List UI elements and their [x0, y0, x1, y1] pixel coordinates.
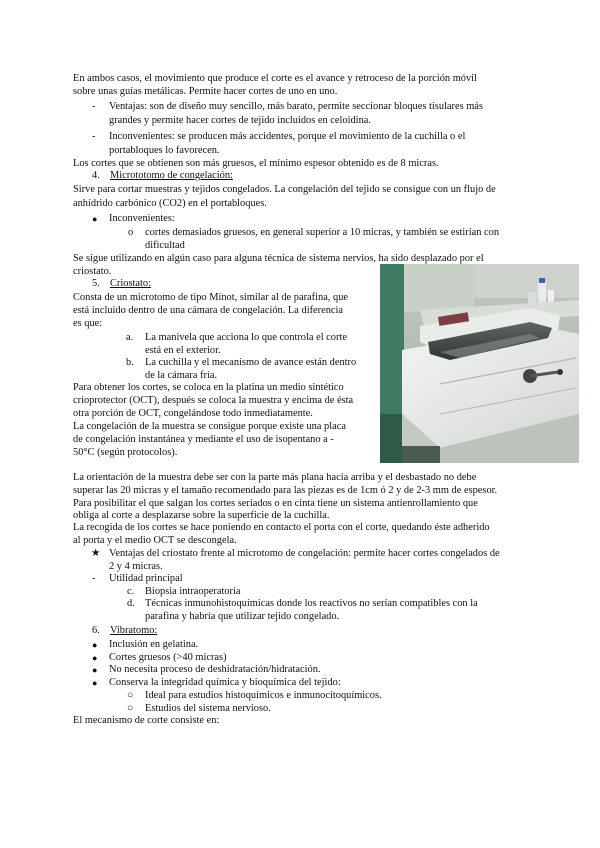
paragraph-line: El mecanismo de corte consiste en: [73, 715, 220, 726]
letter-marker: d. [127, 598, 135, 609]
list-item-line: Biopsia intraoperatoria [145, 586, 241, 597]
section-heading: Vibratomo: [110, 625, 158, 636]
list-item-line: Técnicas inmunohistoquímicas donde los reactivos no serían compatibles con la [145, 598, 478, 609]
list-item-line: 2 y 4 micras. [109, 561, 163, 572]
dash-marker: - [92, 131, 96, 142]
section-number: 6. [92, 625, 100, 636]
list-item-line: Ideal para estudios histoquímicos e inmunocitoquímicos. [145, 690, 382, 701]
bullet-marker: ● [92, 214, 98, 224]
list-item-line: La manivela que acciona lo que controla el corte [145, 332, 347, 343]
paragraph-line: Sirve para cortar muestras y tejidos congelados. La congelación del tejido se consigue con un flujo de [73, 184, 496, 195]
paragraph-line: es que: [73, 318, 103, 329]
circle-marker: ○ [127, 703, 134, 714]
list-item-line: No necesita proceso de deshidratación/hidratación. [109, 664, 321, 675]
section-number: 4. [92, 170, 100, 181]
star-marker: ★ [91, 548, 101, 559]
cryostat-photo [380, 264, 579, 463]
bullet-marker: ● [92, 653, 98, 663]
bullet-marker: ● [92, 640, 98, 650]
paragraph-line: La congelación de la muestra se consigue porque existe una placa [73, 421, 346, 432]
paragraph-line: anhídrido carbónico (CO2) en el portabloques. [73, 198, 267, 209]
list-item-line: Ventajas: son de diseño muy sencillo, más barato, permite seccionar bloques tisulares más [109, 101, 483, 112]
list-item-line: Cortes gruesos (>40 micras) [109, 652, 227, 663]
paragraph-line: al porta y el medio OCT se descongela. [73, 535, 237, 546]
paragraph-line: crioprotector (OCT), después se coloca la muestra y encima de ésta [73, 395, 354, 406]
list-item-line: Conserva la integridad química y bioquímica del tejido: [109, 677, 341, 688]
section-heading: Micrototomo de congelación: [110, 170, 233, 181]
paragraph-line: La orientación de la muestra debe ser con la parte más plana hacia arriba y el desbastado no debe [73, 472, 477, 483]
dash-marker: - [92, 101, 96, 112]
section-number: 5. [92, 278, 100, 289]
list-item-line: cortes demasiados gruesos, en general superior a 10 micras, y también se estirian con [145, 227, 500, 238]
bullet-marker: ● [92, 665, 98, 675]
dash-marker: - [92, 573, 96, 584]
paragraph-line: está incluido dentro de una cámara de congelación. La diferencia [73, 305, 344, 316]
paragraph-line: Se sigue utilizando en algún caso para alguna técnica de sistema nervios, ha sido desplazado por el [73, 253, 484, 264]
list-item-line: grandes y permite hacer cortes de tejido incluidos en celoidina. [109, 115, 371, 126]
list-item-line: Inconvenientes: [109, 213, 175, 224]
list-item-line: Inconvenientes: se producen más accidentes, porque el movimiento de la cuchilla o el [109, 131, 466, 142]
paragraph-line: Para obtener los cortes, se coloca en la platina un medio sintético [73, 382, 344, 393]
section-heading: Criostato: [110, 278, 151, 289]
list-item-line: La cuchilla y el mecanismo de avance están dentro [145, 357, 357, 368]
o-marker: o [128, 227, 134, 238]
paragraph-line: Los cortes que se obtienen son más gruesos, el mínimo espesor obtenido es de 8 micras. [73, 158, 439, 169]
list-item-line: de la cámara fría. [145, 370, 218, 381]
list-item-line: dificultad [145, 240, 185, 251]
circle-marker: ○ [127, 690, 134, 701]
paragraph-line: de congelación instantánea y mediante el uso de isopentano a - [73, 434, 334, 445]
list-item-line: Ventajas del criostato frente al microtomo de congelación: permite hacer cortes congelados de [109, 548, 500, 559]
paragraph-line: sobre unas guías metálicas. Permite hacer cortes de uno en uno. [73, 86, 338, 97]
list-item-line: Inclusión en gelatina. [109, 639, 199, 650]
letter-marker: a. [126, 332, 134, 343]
letter-marker: c. [127, 586, 135, 597]
paragraph-line: otra porción de OCT, congelándose todo inmediatamente. [73, 408, 313, 419]
paragraph-line: Consta de un microtomo de tipo Minot, similar al de parafina, que [73, 292, 349, 303]
list-item-line: Estudios del sistema nervioso. [145, 703, 271, 714]
bullet-marker: ● [92, 678, 98, 688]
paragraph-line: obliga al corte a desplazarse sobre la superficie de la cuchilla. [73, 510, 330, 521]
paragraph-line: La recogida de los cortes se hace poniendo en contacto el porta con el corte, quedando éste adherido [73, 522, 490, 533]
paragraph-line: Para posibilitar el que salgan los cortes seriados o en cinta tiene un sistema antienrollamiento que [73, 498, 478, 509]
list-item-line: Utilidad principal [109, 573, 183, 584]
list-item-line: portabloques lo favorecen. [109, 145, 220, 156]
letter-marker: b. [126, 357, 134, 368]
list-item-line: parafina y habría que utilizar tejido congelado. [145, 611, 340, 622]
paragraph-line: superar las 20 micras y el tamaño recomendado para las piezas es de 1cm ó 2 y de 2-3 mm de espesor. [73, 485, 498, 496]
paragraph-line: En ambos casos, el movimiento que produce el corte es el avance y retroceso de la porción móvil [73, 73, 477, 84]
list-item-line: está en el exterior. [145, 345, 221, 356]
paragraph-line: criostato. [73, 266, 112, 277]
paragraph-line: 50°C (según protocolos). [73, 447, 178, 458]
